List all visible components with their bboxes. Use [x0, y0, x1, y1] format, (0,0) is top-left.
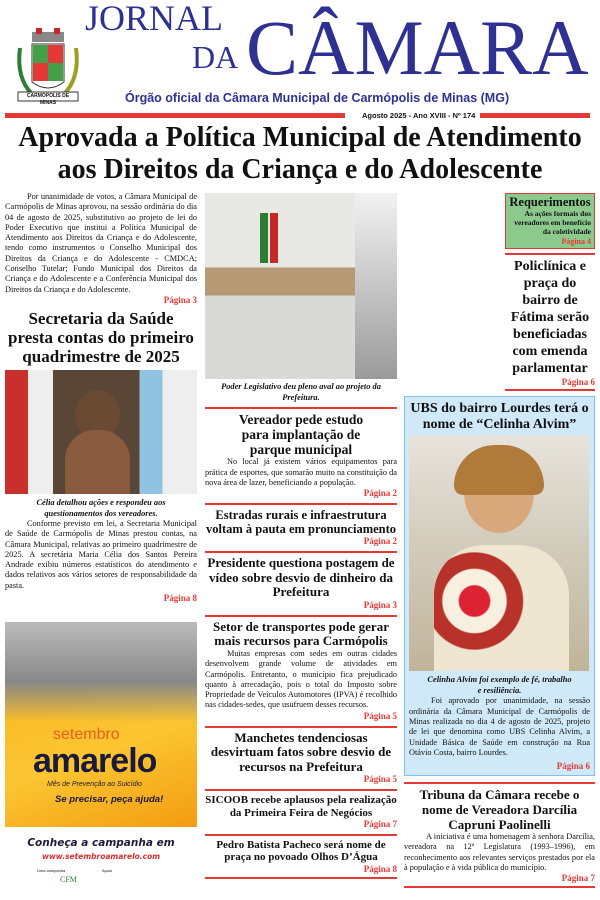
right-top-column: [505, 193, 595, 391]
coat-of-arms-logo: [12, 28, 84, 106]
saude-article: [5, 519, 197, 604]
saude-page-link[interactable]: Página 8: [163, 593, 197, 604]
story-page-link[interactable]: Página 3: [363, 599, 397, 610]
plenary-photo: [205, 193, 397, 379]
policlinica-headline[interactable]: Policlínica e praça do bairro de Fátima serão beneficiadas com emenda parlamentar: [510, 259, 590, 376]
masthead-subtitle: Órgão oficial da Câmara Municipal de Carmópolis de Minas (MG): [125, 91, 510, 105]
ad-url[interactable]: www.setembroamarelo.com: [41, 852, 161, 861]
story-page-link[interactable]: Página 8: [363, 863, 397, 874]
divider: [5, 113, 345, 118]
plenary-caption: Poder Legislativo deu pleno aval ao projeto da Prefeitura.: [221, 382, 381, 402]
ad-slogan: Se precisar, peça ajuda!: [55, 794, 164, 805]
lead-article: [5, 192, 197, 306]
saude-body: Conforme previsto em lei, a Secretaria Municipal de Saúde de Carmópolis de Minas prestou contas, na Câmara Municipal, relativas ao primeiro quadrimestre de 2025. A secretária Maria Célia dos Santos Pereira Andrade exibiu números estatísticos do atendimento e dados relativos aos vários setores de responsabilidade da pasta.: [5, 518, 197, 590]
story-tribuna[interactable]: [404, 782, 595, 888]
story-headline[interactable]: Presidente questiona postagem de vídeo sobre desvio de dinheiro da Prefeitura: [207, 555, 395, 600]
ad-campaign-label: Uma campanha: [37, 868, 66, 873]
story-headline[interactable]: Setor de transportes pode gerar mais recursos para Carmópolis: [213, 618, 389, 649]
story-body: Muitas empresas com sedes em outras cidades desenvolvem grande volume de atividades em Carmópolis. Entretanto, o município fica prejudicado quanto à arrecadação, pois o total do Imposto sobre Propriedade de Veículos Automotores (IPVA) é recolhido nas cidades-sedes, que usufruem desses recursos.: [205, 648, 397, 710]
lead-headline[interactable]: Aprovada a Política Municipal de Atendimento aos Direitos da Criança e do Adolescente: [18, 122, 582, 185]
story-body: No local já existem vários equipamentos para prática de esportes, que somarão muito na constituição da nova área de lazer, beneficiando a população.: [205, 457, 397, 487]
story-headline[interactable]: Manchetes tendenciosas desvirtuam fatos sobre desvio de recursos na Prefeitura: [210, 729, 392, 774]
requerimentos-page-link[interactable]: Página 4: [561, 237, 591, 246]
story-pedro[interactable]: [205, 834, 397, 879]
masthead-camara: CÂMARA: [246, 4, 589, 91]
tribuna-headline[interactable]: Tribuna da Câmara recebe o nome de Vereadora Darcília Capruni Paolinelli: [419, 787, 580, 833]
divider: [480, 113, 590, 118]
ubs-photo: [409, 435, 589, 671]
ad-support-label: Apoio: [102, 868, 113, 873]
ubs-page-link[interactable]: Página 6: [556, 761, 590, 772]
saude-photo: [5, 370, 197, 494]
story-headline[interactable]: Estradas rurais e infraestrutura voltam à pauta em pronunciamento: [205, 508, 397, 537]
story-policlinica[interactable]: [505, 253, 595, 391]
story-parque[interactable]: [205, 407, 397, 499]
requerimentos-title: Requerimentos: [509, 195, 591, 209]
saude-caption: Célia detalhou ações e respondeu aos questionamentos dos vereadores.: [36, 497, 166, 518]
story-headline[interactable]: SICOOB recebe aplausos pela realização da Primeira Feira de Negócios: [205, 794, 397, 819]
story-estradas[interactable]: [205, 503, 397, 547]
tribuna-body: A iniciativa é uma homenagem à senhora Darcília, vereadora na 12ª Legislatura (1993–1996), em reconhecimento aos relevantes serviços prestados por ela à população e à vida pública do município.: [404, 832, 595, 873]
story-manchetes[interactable]: [205, 726, 397, 786]
lead-page-link[interactable]: Página 3: [163, 294, 197, 305]
story-headline[interactable]: Pedro Batista Pacheco será nome de praça no povoado Olhos D’Água: [216, 839, 386, 864]
ubs-box[interactable]: [404, 396, 595, 776]
story-page-link[interactable]: Página 2: [363, 536, 397, 547]
story-transportes[interactable]: [205, 615, 397, 722]
edition-info: Agosto 2025 - Ano XVIII - Nº 174: [362, 111, 476, 120]
lead-body: Por unanimidade de votos, a Câmara Municipal de Carmópolis de Minas aprovou, na sessão ordinária do dia 04 de agosto de 2025, substitutivo ao projeto de lei do Poder Executivo que institui a Política Municipal de Atendimento aos Direitos da Criança e do Adolescente, tendo como instrumentos o Conselho Municipal dos Direitos da Criança e do Adolescente - CMDCA; Conselho Tutelar; Fundo Municipal dos Direitos da Criança e do Adolescente e a Conferência Municipal dos Direitos da Criança e do Adolescente.: [5, 192, 197, 294]
right-bottom-column: [404, 396, 595, 888]
ubs-headline[interactable]: UBS do bairro Lourdes terá o nome de “Celinha Alvim”: [410, 401, 589, 432]
ubs-body: Foi aprovado por unanimidade, na sessão ordinária da Câmara Municipal de Carmópolis de Minas realizada no dia 4 de agosto de 2025, projeto de lei que denomina como UBS Celinha Alvim, a Unidade Básica de Saúde em construção na Rua Otávio Costa, bairro Lourdes.: [409, 696, 590, 757]
story-page-link[interactable]: Página 5: [363, 710, 397, 721]
cfm-logo: CFM: [60, 875, 77, 884]
ad-brand-small: setembro: [53, 726, 120, 743]
masthead-da: DA: [192, 39, 239, 75]
policlinica-page-link[interactable]: Página 6: [561, 377, 595, 387]
left-column: [5, 192, 197, 604]
hands-image: [5, 622, 197, 722]
story-page-link[interactable]: Página 2: [363, 488, 397, 499]
requerimentos-box[interactable]: [505, 193, 595, 249]
requerimentos-body: As ações formais dos vereadores em benefício da coletividade: [514, 209, 591, 236]
ad-tagline: Mês de Prevenção ao Suicídio: [47, 781, 142, 788]
ubs-caption: Celinha Alvim foi exemplo de fé, trabalho e resiliência.: [427, 675, 572, 696]
tribuna-page-link[interactable]: Página 7: [561, 873, 595, 884]
middle-column: [205, 193, 397, 879]
story-page-link[interactable]: Página 7: [363, 819, 397, 829]
saude-headline[interactable]: Secretaria da Saúde presta contas do primeiro quadrimestre de 2025: [8, 308, 194, 366]
logo-text: CARMÓPOLIS DE MINAS: [26, 93, 70, 106]
story-presidente[interactable]: [205, 551, 397, 611]
ad-cta: Conheça a campanha em: [27, 837, 175, 849]
ad-brand-big: amarelo: [33, 742, 157, 780]
story-sicoob[interactable]: [205, 789, 397, 830]
story-page-link[interactable]: Página 5: [363, 774, 397, 785]
story-headline[interactable]: Vereador pede estudo para implantação de parque municipal: [238, 412, 364, 458]
setembro-amarelo-ad[interactable]: [5, 622, 197, 896]
masthead-jornal: JORNAL: [85, 0, 224, 38]
